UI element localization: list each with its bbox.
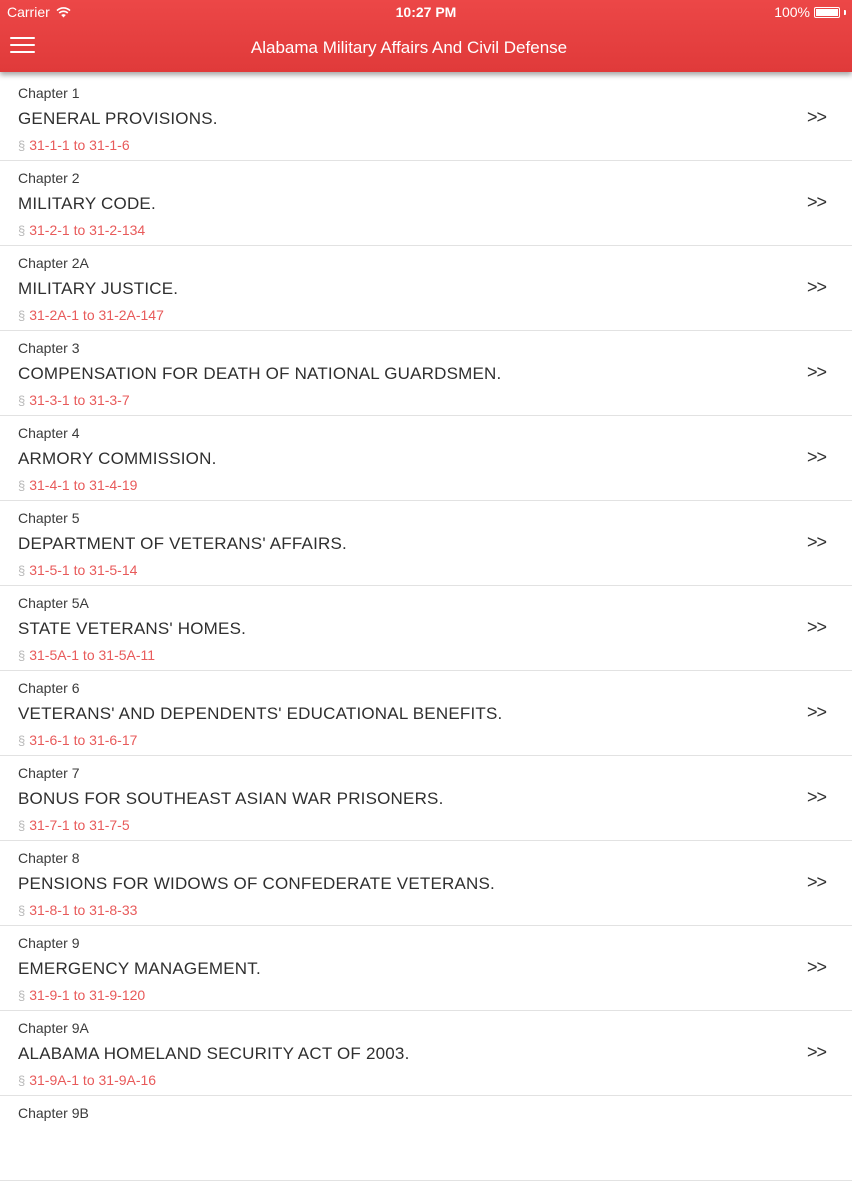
chapter-number: Chapter 7 [18,765,80,781]
chapter-number: Chapter 9 [18,935,80,951]
chapter-title: MILITARY JUSTICE. [18,279,179,298]
chapter-number: Chapter 1 [18,85,80,101]
section-symbol: § [18,393,26,408]
chapter-row[interactable] [0,1096,852,1181]
chapter-title: ALABAMA HOMELAND SECURITY ACT OF 2003. [18,1044,410,1063]
chapter-title: PENSIONS FOR WIDOWS OF CONFEDERATE VETERANS. [18,874,495,893]
section-range-text: 31-5A-1 to 31-5A-11 [29,647,156,663]
section-range-text: 31-8-1 to 31-8-33 [29,902,138,918]
section-range-text: 31-3-1 to 31-3-7 [29,392,130,408]
section-symbol: § [18,478,26,493]
section-range-text: 31-7-1 to 31-7-5 [29,817,130,833]
battery-icon [814,7,840,18]
chapter-section-range [18,562,137,578]
section-symbol: § [18,223,26,238]
chapter-title: EMERGENCY MANAGEMENT. [18,959,261,978]
section-symbol: § [18,818,26,833]
section-range-text: 31-5-1 to 31-5-14 [29,562,138,578]
status-bar [0,0,852,24]
chevron-right-icon[interactable]: >> [806,362,826,382]
chapter-row[interactable] [0,756,852,841]
chapter-row[interactable] [0,586,852,671]
chapter-row[interactable] [0,501,852,586]
chapter-section-range [18,137,130,153]
app-header [0,0,852,72]
chapter-number: Chapter 2A [18,255,89,271]
chapter-row[interactable] [0,841,852,926]
section-range-text: 31-9-1 to 31-9-120 [29,987,146,1003]
chapter-list [0,76,852,1181]
chevron-right-icon[interactable]: >> [806,787,826,807]
section-symbol: § [18,903,26,918]
chevron-right-icon[interactable]: >> [806,107,826,127]
chapter-number: Chapter 9B [18,1105,89,1121]
chapter-row[interactable] [0,926,852,1011]
chapter-title: ARMORY COMMISSION. [18,449,217,468]
section-symbol: § [18,308,26,323]
chevron-right-icon[interactable]: >> [806,872,826,892]
chevron-right-icon[interactable]: >> [806,447,826,467]
chevron-right-icon[interactable]: >> [806,617,826,637]
chapter-title: VETERANS' AND DEPENDENTS' EDUCATIONAL BENEFITS. [18,704,503,723]
section-symbol: § [18,1073,26,1088]
chapter-row[interactable] [0,161,852,246]
chapter-title: STATE VETERANS' HOMES. [18,619,247,638]
chapter-row[interactable] [0,331,852,416]
chapter-title: GENERAL PROVISIONS. [18,109,218,128]
chapter-section-range [18,987,145,1003]
battery-tip [844,10,846,15]
chapter-row[interactable] [0,76,852,161]
carrier-label: Carrier [7,4,50,20]
chapter-number: Chapter 3 [18,340,80,356]
chapter-section-range [18,392,130,408]
status-right [774,4,846,20]
section-range-text: 31-1-1 to 31-1-6 [29,137,130,153]
nav-bar [0,24,852,72]
chapter-number: Chapter 9A [18,1020,89,1036]
chapter-section-range [18,732,137,748]
section-range-text: 31-6-1 to 31-6-17 [29,732,138,748]
section-symbol: § [18,733,26,748]
battery-percent: 100% [774,4,810,20]
chapter-row[interactable] [0,246,852,331]
chevron-right-icon[interactable]: >> [806,532,826,552]
chevron-right-icon[interactable]: >> [806,702,826,722]
chapter-section-range [18,647,155,663]
chapter-row[interactable] [0,416,852,501]
chapter-number: Chapter 5A [18,595,89,611]
chapter-section-range [18,817,130,833]
section-range-text: 31-4-1 to 31-4-19 [29,477,138,493]
section-range-text: 31-2A-1 to 31-2A-147 [29,307,164,323]
section-range-text: 31-2-1 to 31-2-134 [29,222,146,238]
chapter-section-range [18,902,137,918]
chapter-number: Chapter 6 [18,680,80,696]
chapter-section-range [18,222,145,238]
chapter-number: Chapter 4 [18,425,80,441]
chapter-section-range [18,477,137,493]
chapter-title: DEPARTMENT OF VETERANS' AFFAIRS. [18,534,347,553]
section-range-text: 31-9A-1 to 31-9A-16 [29,1072,157,1088]
section-symbol: § [18,648,26,663]
chapter-section-range [18,1072,156,1088]
chapter-title: BONUS FOR SOUTHEAST ASIAN WAR PRISONERS. [18,789,444,808]
chevron-right-icon[interactable]: >> [806,277,826,297]
section-symbol: § [18,138,26,153]
chevron-right-icon[interactable]: >> [806,1042,826,1062]
status-time: 10:27 PM [395,4,457,20]
chapter-section-range [18,307,164,323]
chapter-title: COMPENSATION FOR DEATH OF NATIONAL GUARDSMEN. [18,364,502,383]
chapter-number: Chapter 8 [18,850,80,866]
chapter-row[interactable] [0,671,852,756]
chapter-row[interactable] [0,1011,852,1096]
chapter-number: Chapter 5 [18,510,80,526]
chevron-right-icon[interactable]: >> [806,192,826,212]
chapter-title: MILITARY CODE. [18,194,156,213]
chapter-number: Chapter 2 [18,170,80,186]
section-symbol: § [18,563,26,578]
chevron-right-icon[interactable]: >> [806,957,826,977]
section-symbol: § [18,988,26,1003]
nav-title: Alabama Military Affairs And Civil Defense [250,38,568,57]
